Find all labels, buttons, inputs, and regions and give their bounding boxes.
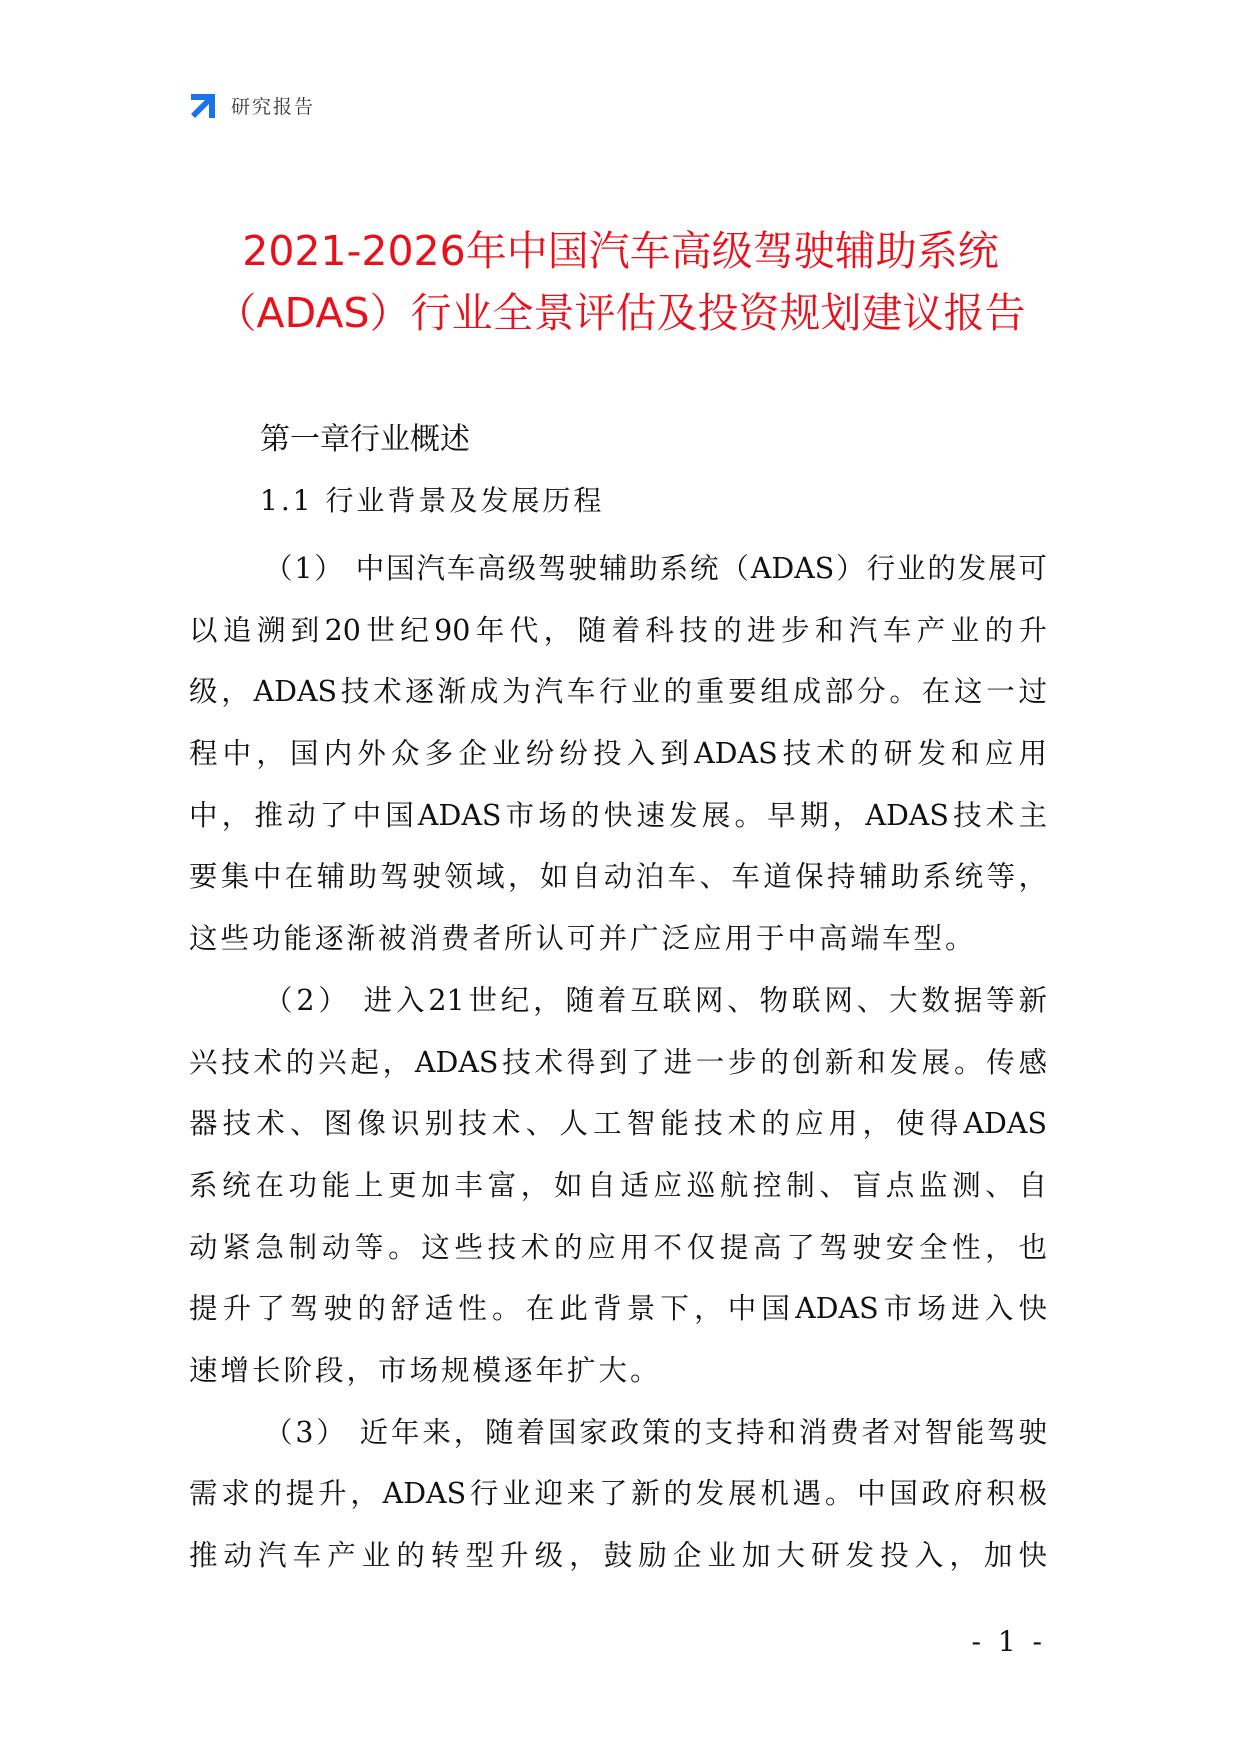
report-title <box>150 220 1091 344</box>
page-header <box>187 88 315 122</box>
chapter-heading: 第一章行业概述 <box>260 422 470 457</box>
paragraph-1-line-6: 要集中在辅助驾驶领域，如自动泊车、车道保持辅助系统等， <box>189 860 1047 894</box>
paragraph-3-line-2: 需求的提升，ADAS行业迎来了新的发展机遇。中国政府积极 <box>189 1477 1047 1511</box>
paragraph-2-line-2: 兴技术的兴起，ADAS技术得到了进一步的创新和发展。传感 <box>189 1045 1047 1079</box>
paragraph-1-line-7: 这些功能逐渐被消费者所认可并广泛应用于中高端车型。 <box>189 922 977 956</box>
section-heading: 1.1 行业背景及发展历程 <box>260 484 605 517</box>
header-label: 研究报告 <box>231 95 316 118</box>
paragraph-2-line-5: 动紧急制动等。这些技术的应用不仅提高了驾驶安全性，也 <box>189 1230 1047 1264</box>
paragraph-1-line-2: 以追溯到20世纪90年代，随着科技的进步和汽车产业的升 <box>189 613 1047 647</box>
paragraph-2-line-6: 提升了驾驶的舒适性。在此背景下，中国ADAS市场进入快 <box>189 1292 1047 1326</box>
body-text <box>189 538 1047 1587</box>
page-number: - 1 - <box>971 1625 1046 1658</box>
paragraph-2-line-1: （2） 进入21世纪，随着互联网、物联网、大数据等新 <box>264 983 1047 1017</box>
brand-logo-icon <box>187 88 221 122</box>
paragraph-3-line-3: 推动汽车产业的转型升级，鼓励企业加大研发投入，加快 <box>189 1539 1047 1572</box>
paragraph-2-line-7: 速增长阶段，市场规模逐年扩大。 <box>189 1353 662 1387</box>
paragraph-1-line-3: 级，ADAS技术逐渐成为汽车行业的重要组成部分。在这一过 <box>189 675 1047 709</box>
paragraph-2-line-4: 系统在功能上更加丰富，如自适应巡航控制、盲点监测、自 <box>189 1168 1047 1202</box>
report-title-line-1: 2021-2026年中国汽车高级驾驶辅助系统 <box>242 227 999 275</box>
paragraph-1-line-4: 程中，国内外众多企业纷纷投入到ADAS技术的研发和应用 <box>189 737 1047 771</box>
paragraph-1-line-5: 中，推动了中国ADAS市场的快速发展。早期，ADAS技术主 <box>189 798 1047 832</box>
paragraph-1-line-1: （1） 中国汽车高级驾驶辅助系统（ADAS）行业的发展可 <box>264 552 1047 585</box>
paragraph-2-line-3: 器技术、图像识别技术、人工智能技术的应用，使得ADAS <box>189 1107 1047 1141</box>
report-title-line-2: （ADAS）行业全景评估及投资规划建议报告 <box>215 289 1026 337</box>
paragraph-3-line-1: （3） 近年来，随着国家政策的支持和消费者对智能驾驶 <box>264 1415 1047 1449</box>
